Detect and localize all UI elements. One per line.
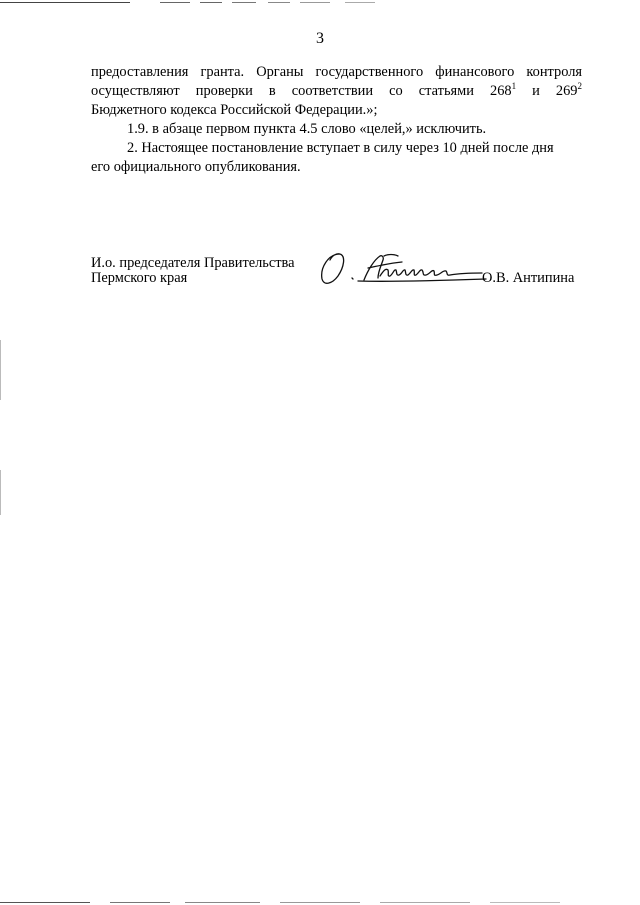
- paragraph-line: предоставления гранта. Органы государственного финансового контроля: [91, 64, 582, 80]
- page-number: 3: [316, 30, 324, 47]
- paragraph-line: Бюджетного кодекса Российской Федерации.»;: [91, 102, 378, 118]
- superscript: 1: [511, 81, 517, 92]
- paragraph-line-with-superscripts: осуществляют проверки в соответствии со статьями $268^1$ и $269^2$: [91, 81, 583, 99]
- signatory-title-line: И.о. председателя Правительства: [91, 255, 295, 271]
- paragraph-line: его официального опубликования.: [91, 159, 301, 175]
- superscript: 2: [577, 81, 583, 92]
- paragraph-line: 2. Настоящее постановление вступает в силу через 10 дней после дня: [127, 140, 554, 156]
- signatory-title-line: Пермского края: [91, 270, 188, 286]
- document-body: [91, 63, 582, 177]
- handwritten-signature: [318, 248, 488, 288]
- scan-artifact-top: [0, 2, 380, 3]
- scan-edge-mark: [0, 340, 1, 400]
- signatory-title: [91, 256, 295, 286]
- paragraph-item: 1.9. в абзаце первом пункта 4.5 слово «целей,» исключить.: [127, 121, 487, 137]
- scan-artifact-bottom: [0, 902, 560, 903]
- scan-edge-mark: [0, 470, 1, 515]
- signatory-name: О.В. Антипина: [482, 270, 575, 286]
